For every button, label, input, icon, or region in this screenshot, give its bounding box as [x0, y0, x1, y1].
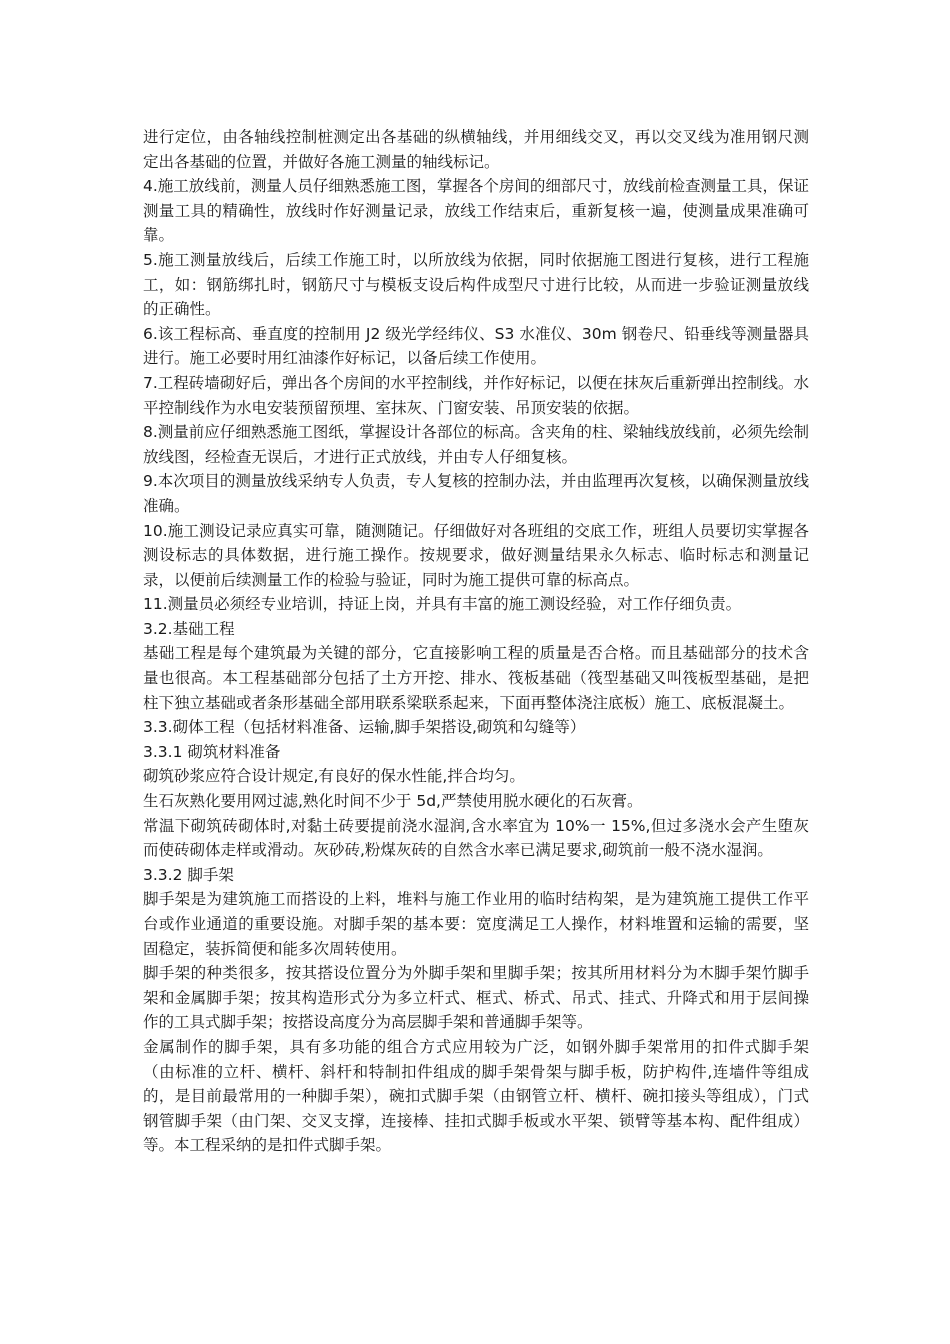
paragraph-item-11: 11.测量员必须经专业培训，持证上岗，并具有丰富的施工测设经验，对工作仔细负责。 — [143, 595, 742, 614]
subsection-heading-materials: 3.3.1 砌筑材料准备 — [143, 742, 281, 761]
paragraph-item-10: 10.施工测设记录应真实可靠，随测随记。仔细做好对各班组的交底工作，班组人员要切实掌握各测设标志的具体数据，进行施工操作。按规要求，做好测量结果永久标志、临时标志和测量记录，以便前后续测量工作的检验与验证，同时为施工提供可靠的标高点。 — [143, 521, 809, 589]
paragraph-mortar: 砌筑砂浆应符合设计规定,有良好的保水性能,拌合均匀。 — [143, 767, 525, 786]
paragraph-axis-positioning: 进行定位，由各轴线控制桩测定出各基础的纵横轴线，并用细线交叉，再以交叉线为准用钢尺测定出各基础的位置，并做好各施工测量的轴线标记。 — [143, 128, 809, 171]
paragraph-scaffold-metal: 金属制作的脚手架，具有多功能的组合方式应用较为广泛，如钢外脚手架常用的扣件式脚手架（由标准的立杆、横杆、斜杆和特制扣件组成的脚手架骨架与脚手板，防护构件,连墙件等组成的，是目前最常用的一种脚手架），碗扣式脚手架（由钢管立杆、横杆、碗扣接头等组成），门式钢管脚手架（由门架、交叉支撑，连接棒、挂扣式脚手板或水平架、锁臂等基本构、配件组成）等。本工程采纳的是扣件式脚手架。 — [143, 1037, 809, 1155]
paragraph-item-4: 4.施工放线前，测量人员仔细熟悉施工图，掌握各个房间的细部尺寸，放线前检查测量工具，保证测量工具的精确性，放线时作好测量记录，放线工作结束后，重新复核一遍，使测量成果准确可靠。 — [143, 177, 809, 245]
paragraph-item-8: 8.测量前应仔细熟悉施工图纸，掌握设计各部位的标高。含夹角的柱、梁轴线放线前，必须先绘制放线图，经检查无误后，才进行正式放线，并由专人仔细复核。 — [143, 423, 809, 466]
document-body — [143, 125, 809, 1158]
paragraph-item-7: 7.工程砖墙砌好后，弹出各个房间的水平控制线，并作好标记，以便在抹灰后重新弹出控制线。水平控制线作为水电安装预留预埋、室抹灰、门窗安装、吊顶安装的依据。 — [143, 373, 809, 417]
paragraph-lime: 生石灰熟化要用网过滤,熟化时间不少于 5d,严禁使用脱水硬化的石灰膏。 — [143, 792, 643, 811]
paragraph-scaffold-types: 脚手架的种类很多，按其搭设位置分为外脚手架和里脚手架；按其所用材料分为木脚手架竹脚手架和金属脚手架；按其构造形式分为多立杆式、框式、桥式、吊式、挂式、升降式和用于层间操作的工具式脚手架；按搭设高度分为高层脚手架和普通脚手架等。 — [143, 964, 809, 1032]
paragraph-item-9: 9.本次项目的测量放线采纳专人负责，专人复核的控制办法，并由监理再次复核，以确保测量放线准确。 — [143, 472, 809, 515]
section-heading-foundation: 3.2.基础工程 — [143, 619, 235, 638]
paragraph-item-6: 6.该工程标高、垂直度的控制用 J2 级光学经纬仪、S3 水准仪、30m 钢卷尺、铅垂线等测量器具进行。施工必要时用红油漆作好标记，以备后续工作使用。 — [143, 324, 809, 368]
paragraph-brick-wetting: 常温下砌筑砖砌体时,对黏土砖要提前浇水湿润,含水率宜为 10%一 15%,但过多浇水会产生堕灰而使砖砌体走样或滑动。灰砂砖,粉煤灰砖的自然含水率已满足要求,砌筑前一般不浇水湿润。 — [143, 816, 809, 860]
paragraph-scaffold-definition: 脚手架是为建筑施工而搭设的上料，堆料与施工作业用的临时结构架，是为建筑施工提供工作平台或作业通道的重要设施。对脚手架的基本要：宽度满足工人操作，材料堆置和运输的需要，坚固稳定，装拆简便和能多次周转使用。 — [143, 890, 809, 958]
section-heading-masonry: 3.3.砌体工程（包括材料准备、运输,脚手架搭设,砌筑和勾缝等） — [143, 718, 586, 737]
paragraph-foundation: 基础工程是每个建筑最为关键的部分，它直接影响工程的质量是否合格。而且基础部分的技术含量也很高。本工程基础部分包括了土方开挖、排水、筏板基础（筏型基础又叫筏板型基础，是把柱下独立基础或者条形基础全部用联系梁联系起来，下面再整体浇注底板）施工、底板混凝土。 — [143, 644, 809, 712]
subsection-heading-scaffold: 3.3.2 脚手架 — [143, 865, 234, 884]
paragraph-item-5: 5.施工测量放线后，后续工作施工时，以所放线为依据，同时依据施工图进行复核，进行工程施工，如：钢筋绑扎时，钢筋尺寸与模板支设后构件成型尺寸进行比较，从而进一步验证测量放线的正确性。 — [143, 250, 809, 319]
